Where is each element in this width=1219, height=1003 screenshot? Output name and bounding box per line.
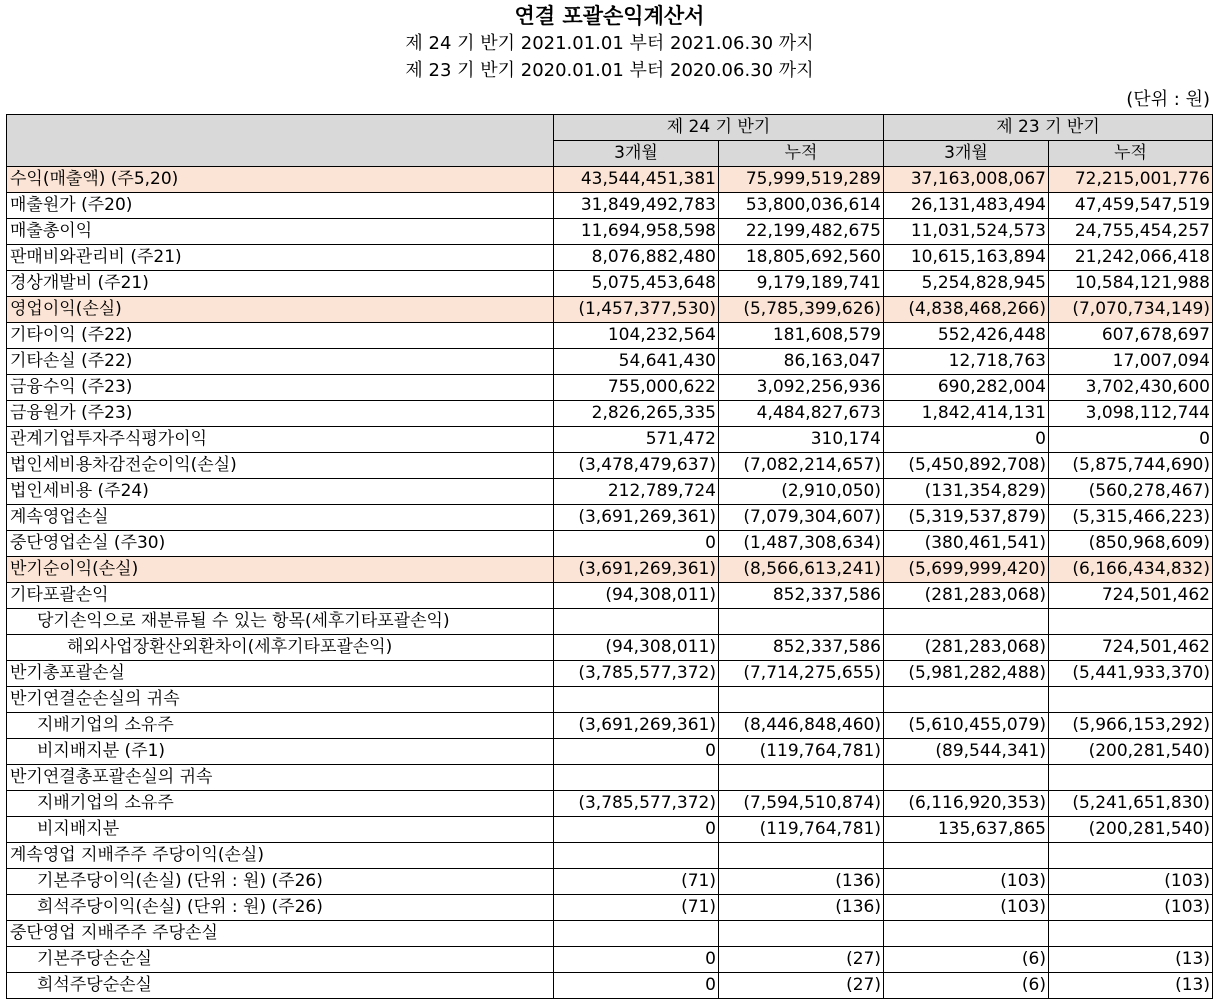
- value-cell: (103): [884, 895, 1049, 921]
- table-row: [7, 583, 1213, 609]
- row-label: 당기손익으로 재분류될 수 있는 항목(세후기타포괄손익): [7, 609, 554, 635]
- row-label: 기타이익 (주22): [7, 323, 554, 349]
- row-label: 계속영업손실: [7, 505, 554, 531]
- table-row: [7, 297, 1213, 323]
- value-cell: (5,966,153,292): [1049, 713, 1213, 739]
- value-cell: 724,501,462: [1049, 583, 1213, 609]
- value-cell: (7,082,214,657): [719, 453, 884, 479]
- value-cell: (281,283,068): [884, 635, 1049, 661]
- value-cell: (6,166,434,832): [1049, 557, 1213, 583]
- table-row: [7, 531, 1213, 557]
- value-cell: [554, 921, 719, 947]
- value-cell: 22,199,482,675: [719, 219, 884, 245]
- value-cell: [554, 843, 719, 869]
- value-cell: (8,566,613,241): [719, 557, 884, 583]
- table-row: [7, 791, 1213, 817]
- value-cell: (89,544,341): [884, 739, 1049, 765]
- table-row: [7, 973, 1213, 999]
- value-cell: [719, 765, 884, 791]
- value-cell: 43,544,451,381: [554, 167, 719, 193]
- row-label: 계속영업 지배주주 주당이익(손실): [7, 843, 554, 869]
- value-cell: (119,764,781): [719, 817, 884, 843]
- row-label: 기타포괄손익: [7, 583, 554, 609]
- value-cell: 852,337,586: [719, 635, 884, 661]
- value-cell: 181,608,579: [719, 323, 884, 349]
- value-cell: 3,098,112,744: [1049, 401, 1213, 427]
- row-label: 반기연결총포괄손실의 귀속: [7, 765, 554, 791]
- group-header-row: [7, 115, 1213, 141]
- table-row: [7, 713, 1213, 739]
- row-label: 중단영업 지배주주 주당손실: [7, 921, 554, 947]
- value-cell: 18,805,692,560: [719, 245, 884, 271]
- value-cell: (200,281,540): [1049, 817, 1213, 843]
- value-cell: (5,981,282,488): [884, 661, 1049, 687]
- value-cell: 852,337,586: [719, 583, 884, 609]
- table-row: [7, 505, 1213, 531]
- value-cell: (3,691,269,361): [554, 713, 719, 739]
- value-cell: (5,241,651,830): [1049, 791, 1213, 817]
- value-cell: (2,910,050): [719, 479, 884, 505]
- group-header-current: 제 24 기 반기: [554, 115, 884, 141]
- value-cell: (5,315,466,223): [1049, 505, 1213, 531]
- value-cell: (13): [1049, 973, 1213, 999]
- value-cell: 5,254,828,945: [884, 271, 1049, 297]
- value-cell: (1,457,377,530): [554, 297, 719, 323]
- value-cell: 0: [554, 817, 719, 843]
- value-cell: (94,308,011): [554, 635, 719, 661]
- value-cell: 10,615,163,894: [884, 245, 1049, 271]
- value-cell: (3,691,269,361): [554, 505, 719, 531]
- table-row: [7, 427, 1213, 453]
- income-statement-table: [6, 114, 1213, 999]
- value-cell: (3,691,269,361): [554, 557, 719, 583]
- value-cell: [884, 921, 1049, 947]
- value-cell: (5,450,892,708): [884, 453, 1049, 479]
- row-label: 해외사업장환산외환차이(세후기타포괄손익): [7, 635, 554, 661]
- value-cell: 37,163,008,067: [884, 167, 1049, 193]
- sub-header-prior-3m: 3개월: [884, 141, 1049, 167]
- table-row: [7, 401, 1213, 427]
- row-label: 중단영업손실 (주30): [7, 531, 554, 557]
- sub-header-current-cum: 누적: [719, 141, 884, 167]
- value-cell: 12,718,763: [884, 349, 1049, 375]
- table-row: [7, 609, 1213, 635]
- value-cell: 21,242,066,418: [1049, 245, 1213, 271]
- value-cell: 11,694,958,598: [554, 219, 719, 245]
- row-label: 경상개발비 (주21): [7, 271, 554, 297]
- row-label: 법인세비용 (주24): [7, 479, 554, 505]
- value-cell: 72,215,001,776: [1049, 167, 1213, 193]
- statement-title: 연결 포괄손익계산서: [514, 4, 705, 28]
- value-cell: 4,484,827,673: [719, 401, 884, 427]
- value-cell: [884, 843, 1049, 869]
- row-label: 비지배지분: [7, 817, 554, 843]
- row-label: 기본주당이익(손실) (단위 : 원) (주26): [7, 869, 554, 895]
- table-row: [7, 323, 1213, 349]
- value-cell: 607,678,697: [1049, 323, 1213, 349]
- value-cell: 724,501,462: [1049, 635, 1213, 661]
- value-cell: (6,116,920,353): [884, 791, 1049, 817]
- value-cell: [719, 609, 884, 635]
- sub-header-prior-cum: 누적: [1049, 141, 1213, 167]
- value-cell: 86,163,047: [719, 349, 884, 375]
- period-prior: 제 23 기 반기 2020.01.01 부터 2020.06.30 까지: [405, 60, 814, 81]
- table-row: [7, 193, 1213, 219]
- value-cell: [719, 687, 884, 713]
- value-cell: 8,076,882,480: [554, 245, 719, 271]
- value-cell: 53,800,036,614: [719, 193, 884, 219]
- value-cell: (94,308,011): [554, 583, 719, 609]
- table-row: [7, 635, 1213, 661]
- value-cell: (27): [719, 973, 884, 999]
- value-cell: (119,764,781): [719, 739, 884, 765]
- value-cell: (7,070,734,149): [1049, 297, 1213, 323]
- value-cell: (27): [719, 947, 884, 973]
- value-cell: 10,584,121,988: [1049, 271, 1213, 297]
- table-row: [7, 687, 1213, 713]
- unit-label: (단위 : 원): [1126, 89, 1210, 110]
- row-label: 반기총포괄손실: [7, 661, 554, 687]
- value-cell: 75,999,519,289: [719, 167, 884, 193]
- value-cell: [1049, 687, 1213, 713]
- row-label: 희석주당순손실: [7, 973, 554, 999]
- row-label: 반기연결순손실의 귀속: [7, 687, 554, 713]
- value-cell: 1,842,414,131: [884, 401, 1049, 427]
- row-label: 관계기업투자주식평가이익: [7, 427, 554, 453]
- value-cell: [1049, 843, 1213, 869]
- value-cell: 11,031,524,573: [884, 219, 1049, 245]
- value-cell: [884, 609, 1049, 635]
- table-row: [7, 219, 1213, 245]
- value-cell: [884, 765, 1049, 791]
- table-row: [7, 375, 1213, 401]
- table-row: [7, 453, 1213, 479]
- value-cell: (5,699,999,420): [884, 557, 1049, 583]
- row-label: 희석주당이익(손실) (단위 : 원) (주26): [7, 895, 554, 921]
- value-cell: 26,131,483,494: [884, 193, 1049, 219]
- value-cell: 571,472: [554, 427, 719, 453]
- period-current: 제 24 기 반기 2021.01.01 부터 2021.06.30 까지: [405, 33, 814, 54]
- value-cell: (200,281,540): [1049, 739, 1213, 765]
- value-cell: [1049, 609, 1213, 635]
- value-cell: 17,007,094: [1049, 349, 1213, 375]
- sub-header-current-3m: 3개월: [554, 141, 719, 167]
- value-cell: [1049, 765, 1213, 791]
- row-label: 영업이익(손실): [7, 297, 554, 323]
- table-row: [7, 817, 1213, 843]
- value-cell: [1049, 921, 1213, 947]
- table-row: [7, 245, 1213, 271]
- row-label: 반기순이익(손실): [7, 557, 554, 583]
- value-cell: (5,875,744,690): [1049, 453, 1213, 479]
- value-cell: (7,079,304,607): [719, 505, 884, 531]
- row-label: 수익(매출액) (주5,20): [7, 167, 554, 193]
- row-label: 매출총이익: [7, 219, 554, 245]
- table-row: [7, 349, 1213, 375]
- row-label: 금융원가 (주23): [7, 401, 554, 427]
- table-row: [7, 167, 1213, 193]
- group-header-prior: 제 23 기 반기: [884, 115, 1213, 141]
- value-cell: (380,461,541): [884, 531, 1049, 557]
- value-cell: (5,441,933,370): [1049, 661, 1213, 687]
- table-row: [7, 739, 1213, 765]
- value-cell: 0: [1049, 427, 1213, 453]
- row-label: 매출원가 (주20): [7, 193, 554, 219]
- value-cell: (103): [1049, 895, 1213, 921]
- value-cell: (3,785,577,372): [554, 791, 719, 817]
- value-cell: 54,641,430: [554, 349, 719, 375]
- value-cell: 212,789,724: [554, 479, 719, 505]
- value-cell: (281,283,068): [884, 583, 1049, 609]
- table-row: [7, 895, 1213, 921]
- value-cell: 690,282,004: [884, 375, 1049, 401]
- value-cell: 0: [554, 531, 719, 557]
- value-cell: (7,714,275,655): [719, 661, 884, 687]
- row-label: 법인세비용차감전순이익(손실): [7, 453, 554, 479]
- value-cell: 3,702,430,600: [1049, 375, 1213, 401]
- value-cell: (6): [884, 973, 1049, 999]
- value-cell: (5,610,455,079): [884, 713, 1049, 739]
- row-label: 지배기업의 소유주: [7, 713, 554, 739]
- value-cell: (5,785,399,626): [719, 297, 884, 323]
- value-cell: [554, 765, 719, 791]
- value-cell: (71): [554, 895, 719, 921]
- value-cell: 135,637,865: [884, 817, 1049, 843]
- value-cell: 0: [554, 739, 719, 765]
- row-label: 지배기업의 소유주: [7, 791, 554, 817]
- value-cell: (8,446,848,460): [719, 713, 884, 739]
- value-cell: 31,849,492,783: [554, 193, 719, 219]
- value-cell: (6): [884, 947, 1049, 973]
- table-row: [7, 869, 1213, 895]
- value-cell: (103): [1049, 869, 1213, 895]
- value-cell: 755,000,622: [554, 375, 719, 401]
- value-cell: 0: [884, 427, 1049, 453]
- value-cell: 2,826,265,335: [554, 401, 719, 427]
- value-cell: [719, 843, 884, 869]
- value-cell: [554, 609, 719, 635]
- table-row: [7, 557, 1213, 583]
- value-cell: 5,075,453,648: [554, 271, 719, 297]
- table-row: [7, 947, 1213, 973]
- value-cell: [884, 687, 1049, 713]
- value-cell: [554, 687, 719, 713]
- value-cell: 0: [554, 973, 719, 999]
- value-cell: 24,755,454,257: [1049, 219, 1213, 245]
- value-cell: (560,278,467): [1049, 479, 1213, 505]
- value-cell: 310,174: [719, 427, 884, 453]
- value-cell: [719, 921, 884, 947]
- value-cell: 552,426,448: [884, 323, 1049, 349]
- table-row: [7, 661, 1213, 687]
- value-cell: (136): [719, 869, 884, 895]
- value-cell: 47,459,547,519: [1049, 193, 1213, 219]
- table-row: [7, 765, 1213, 791]
- value-cell: (71): [554, 869, 719, 895]
- value-cell: (7,594,510,874): [719, 791, 884, 817]
- value-cell: (5,319,537,879): [884, 505, 1049, 531]
- value-cell: 3,092,256,936: [719, 375, 884, 401]
- value-cell: 104,232,564: [554, 323, 719, 349]
- row-label: 금융수익 (주23): [7, 375, 554, 401]
- label-column-header: [7, 115, 554, 167]
- value-cell: (131,354,829): [884, 479, 1049, 505]
- row-label: 비지배지분 (주1): [7, 739, 554, 765]
- table-row: [7, 271, 1213, 297]
- row-label: 기타손실 (주22): [7, 349, 554, 375]
- value-cell: (3,478,479,637): [554, 453, 719, 479]
- value-cell: (1,487,308,634): [719, 531, 884, 557]
- value-cell: 9,179,189,741: [719, 271, 884, 297]
- value-cell: 0: [554, 947, 719, 973]
- value-cell: (13): [1049, 947, 1213, 973]
- value-cell: (850,968,609): [1049, 531, 1213, 557]
- value-cell: (136): [719, 895, 884, 921]
- table-row: [7, 843, 1213, 869]
- value-cell: (3,785,577,372): [554, 661, 719, 687]
- value-cell: (4,838,468,266): [884, 297, 1049, 323]
- table-row: [7, 921, 1213, 947]
- value-cell: (103): [884, 869, 1049, 895]
- row-label: 기본주당손순실: [7, 947, 554, 973]
- table-row: [7, 479, 1213, 505]
- row-label: 판매비와관리비 (주21): [7, 245, 554, 271]
